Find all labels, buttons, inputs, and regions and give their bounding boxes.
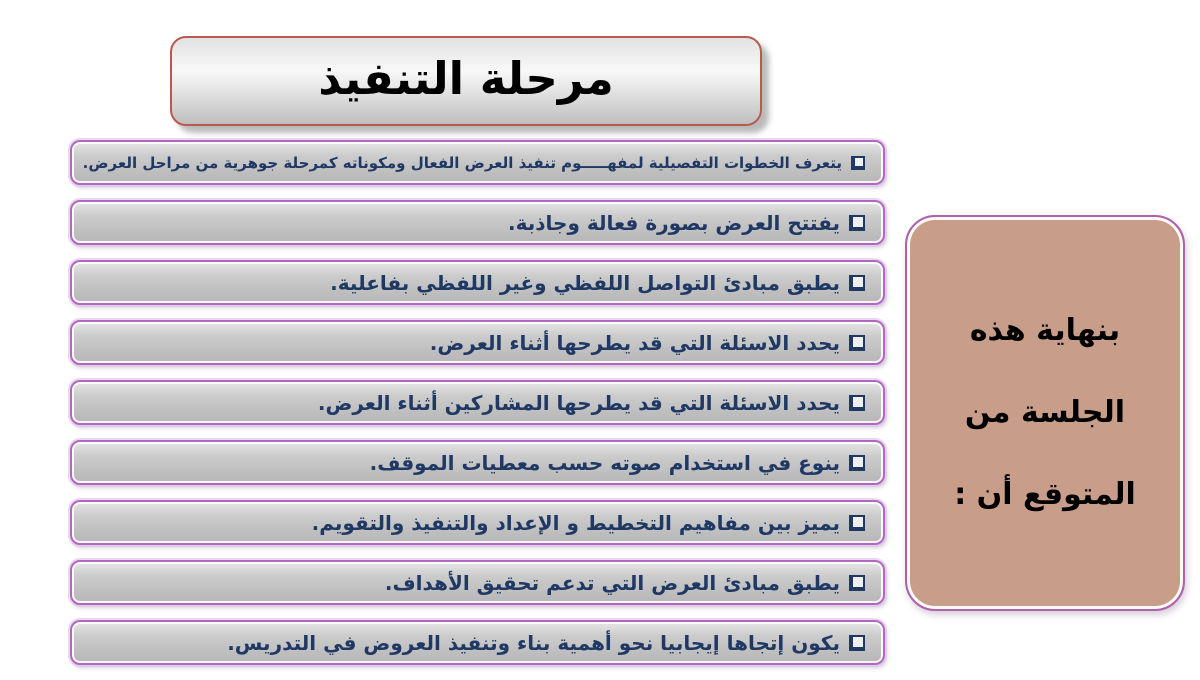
checkbox-icon bbox=[851, 156, 865, 170]
objective-text: يفتتح العرض بصورة فعالة وجاذبة. bbox=[508, 210, 840, 235]
checkbox-icon bbox=[849, 515, 865, 531]
objective-row bbox=[70, 380, 885, 425]
slide-title-box bbox=[170, 36, 762, 126]
objective-row bbox=[70, 320, 885, 365]
objective-row bbox=[70, 620, 885, 665]
objective-row bbox=[70, 200, 885, 245]
sidebar-line: الجلسة من bbox=[964, 395, 1126, 430]
objective-row bbox=[70, 500, 885, 545]
checkbox-icon bbox=[849, 215, 865, 231]
objective-text: يميز بين مفاهيم التخطيط و الإعداد والتنفيذ والتقويم. bbox=[311, 510, 840, 535]
objectives-list bbox=[70, 140, 885, 680]
checkbox-icon bbox=[849, 335, 865, 351]
objective-text: يطبق مبادئ التواصل اللفظي وغير اللفظي بفاعلية. bbox=[330, 270, 840, 295]
checkbox-icon bbox=[849, 395, 865, 411]
objective-row bbox=[70, 260, 885, 305]
sidebar-line: المتوقع أن : bbox=[954, 477, 1136, 512]
session-expectation-box bbox=[905, 215, 1185, 611]
objective-text: ينوع في استخدام صوته حسب معطيات الموقف. bbox=[369, 450, 840, 475]
objective-row bbox=[70, 440, 885, 485]
objective-text: يطبق مبادئ العرض التي تدعم تحقيق الأهداف. bbox=[384, 570, 840, 595]
checkbox-icon bbox=[849, 575, 865, 591]
checkbox-icon bbox=[849, 275, 865, 291]
objective-text: يكون إتجاها إيجابيا نحو أهمية بناء وتنفيذ العروض في التدريس. bbox=[227, 630, 840, 655]
checkbox-icon bbox=[849, 635, 865, 651]
sidebar-line: بنهاية هذه bbox=[969, 313, 1121, 348]
page-title: مرحلة التنفيذ bbox=[318, 51, 614, 105]
objective-row bbox=[70, 560, 885, 605]
objective-row bbox=[70, 140, 885, 185]
objective-text: يحدد الاسئلة التي قد يطرحها المشاركين أثناء العرض. bbox=[317, 390, 840, 415]
objective-text: يحدد الاسئلة التي قد يطرحها أثناء العرض. bbox=[429, 330, 840, 355]
checkbox-icon bbox=[849, 455, 865, 471]
objective-text: يتعرف الخطوات التفصيلية لمفهـــــوم تنفيذ العرض الفعال ومكوناته كمرحلة جوهرية من مراحل العرض. bbox=[82, 153, 842, 172]
